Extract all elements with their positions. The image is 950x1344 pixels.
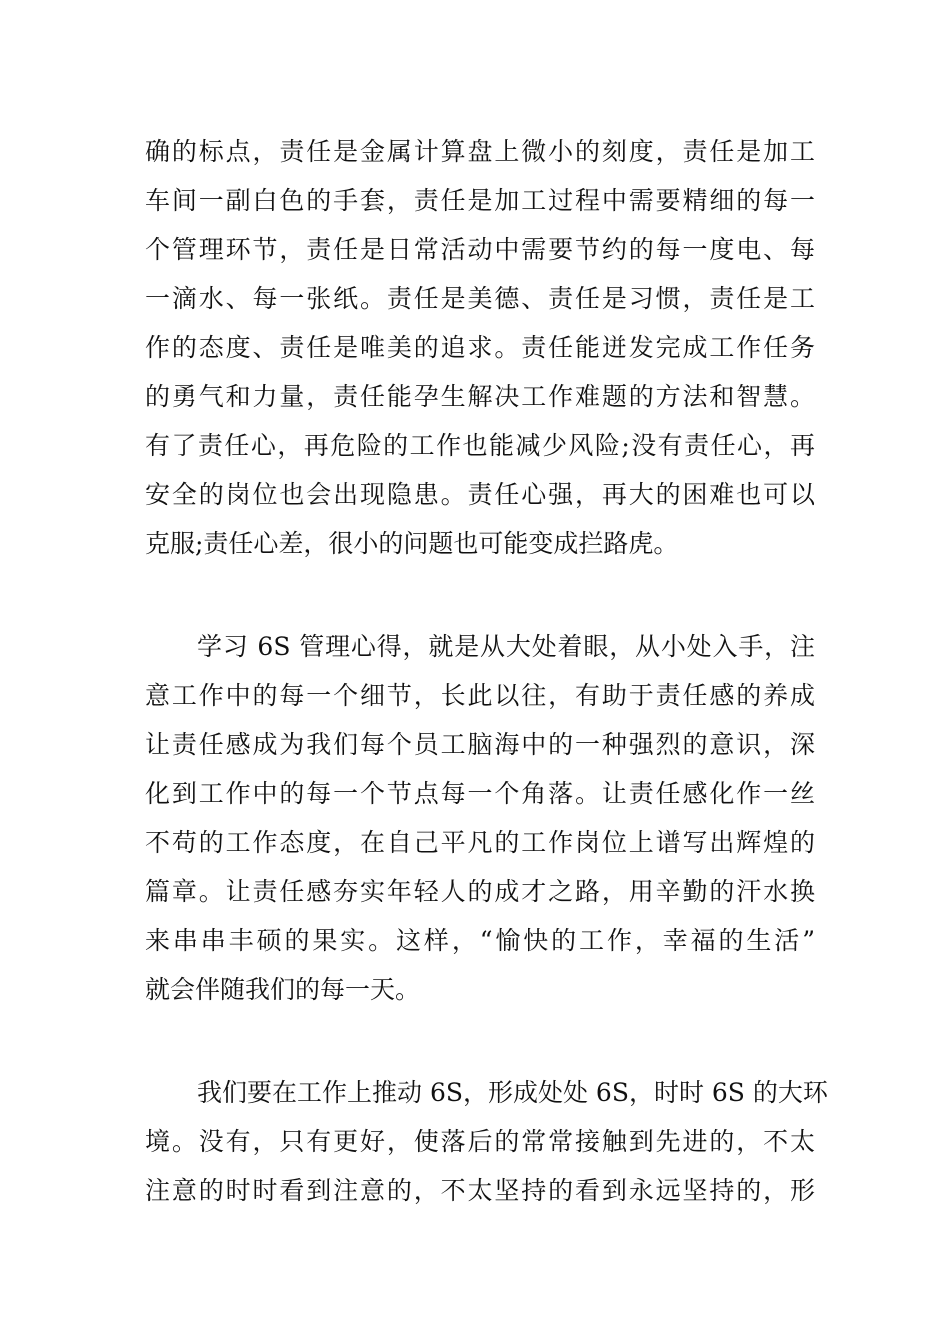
text-line: 化到工作中的每一个节点每一个角落。让责任感化作一丝 [145,779,815,808]
text-line: 的勇气和力量，责任能孕生解决工作难题的方法和智慧。 [145,382,815,411]
text-line: 作的态度、责任是唯美的追求。责任能迸发完成工作任务 [145,333,815,362]
text-line: 有了责任心，再危险的工作也能减少风险;没有责任心，再 [145,431,815,460]
text-line: 不苟的工作态度，在自己平凡的工作岗位上谱写出辉煌的 [145,828,815,857]
text-line: 车间一副白色的手套，责任是加工过程中需要精细的每一 [145,186,815,215]
text-line: 我们要在工作上推动 6S，形成处处 6S，时时 6S 的大环 [197,1078,828,1107]
text-line: 一滴水、每一张纸。责任是美德、责任是习惯，责任是工 [145,284,815,313]
text-line: 境。没有，只有更好，使落后的常常接触到先进的，不太 [145,1127,815,1156]
text-line: 让责任感成为我们每个员工脑海中的一种强烈的意识，深 [145,730,815,759]
text-line: 个管理环节，责任是日常活动中需要节约的每一度电、每 [145,235,815,264]
text-line: 篇章。让责任感夯实年轻人的成才之路，用辛勤的汗水换 [145,877,815,906]
text-line: 来串串丰硕的果实。这样，“愉快的工作，幸福的生活” [145,926,815,955]
text-line: 学习 6S 管理心得，就是从大处着眼，从小处入手，注 [197,632,815,661]
text-line: 安全的岗位也会出现隐患。责任心强，再大的困难也可以 [145,480,815,509]
text-line: 克服;责任心差，很小的问题也可能变成拦路虎。 [145,529,679,558]
text-line: 确的标点，责任是金属计算盘上微小的刻度，责任是加工 [145,137,815,166]
text-line: 意工作中的每一个细节，长此以往，有助于责任感的养成 [145,681,815,710]
text-line: 注意的时时看到注意的，不太坚持的看到永远坚持的，形 [145,1176,815,1205]
text-line: 就会伴随我们的每一天。 [145,975,421,1004]
